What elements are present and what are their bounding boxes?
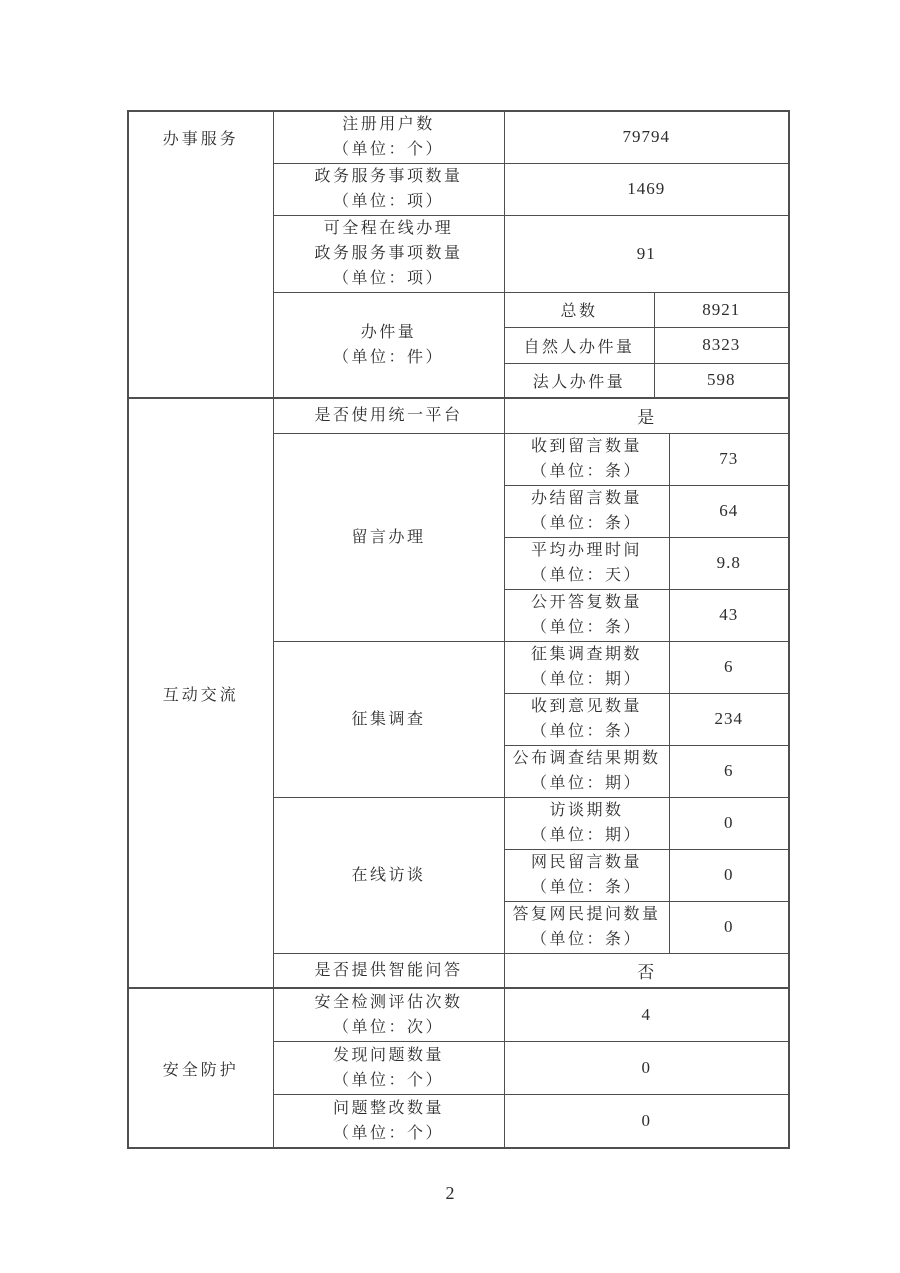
group-label: 安全防护 (162, 1061, 239, 1079)
value-cell (504, 1094, 789, 1148)
value-text: 0 (641, 1057, 651, 1077)
value-text: 43 (719, 605, 739, 624)
value-text: 6 (724, 657, 734, 676)
unit-text: （单位：件） (332, 348, 444, 366)
value-text: 79794 (622, 127, 670, 147)
label-text: 注册用户数 (342, 116, 435, 134)
label-text: 是否使用统一平台 (314, 407, 463, 425)
sublabel-text: 自然人办件量 (523, 338, 635, 356)
sublabel-cell (504, 485, 669, 537)
value-text: 0 (724, 865, 734, 884)
label-cell (273, 953, 504, 988)
value-cell (669, 485, 789, 537)
value-text: 73 (719, 449, 739, 468)
unit-text: （单位：条） (530, 515, 642, 532)
value-cell (669, 433, 789, 485)
label-cell (273, 111, 504, 163)
value-cell (504, 398, 789, 433)
sublabel-text: 答复网民提问数量 (512, 906, 661, 923)
sublabel-text: 公开答复数量 (530, 594, 642, 611)
unit-text: （单位：项） (332, 270, 444, 287)
label-text: 发现问题数量 (332, 1046, 444, 1064)
unit-text: （单位：个） (332, 141, 444, 159)
value-cell (669, 589, 789, 641)
sublabel-text: 法人办件量 (532, 373, 626, 391)
label-cell (273, 433, 504, 641)
label-cell (273, 988, 504, 1041)
value-cell (504, 1041, 789, 1094)
sublabel-text: 收到意见数量 (530, 698, 642, 715)
sublabel-text: 总数 (560, 303, 598, 320)
label-cell (273, 292, 504, 398)
page-number: 2 (445, 1183, 455, 1203)
sublabel-cell (504, 327, 654, 363)
value-text: 91 (636, 243, 656, 263)
value-cell (654, 327, 789, 363)
value-cell (669, 849, 789, 901)
table-row (128, 398, 789, 433)
unit-text: （单位：天） (530, 567, 642, 584)
group-cell-security (128, 988, 273, 1148)
sublabel-text: 公布调查结果期数 (512, 750, 661, 767)
value-text: 6 (724, 761, 734, 780)
unit-text: （单位：个） (332, 1124, 444, 1142)
unit-text: （单位：条） (530, 879, 642, 896)
group-cell-service (128, 111, 273, 398)
label-text: 留言办理 (351, 528, 426, 546)
sublabel-text: 平均办理时间 (530, 542, 642, 559)
sublabel-text: 访谈期数 (549, 802, 624, 819)
annual-report-table (127, 110, 790, 1149)
group-label: 办事服务 (162, 131, 239, 148)
value-text: 0 (641, 1110, 651, 1130)
label-cell (273, 398, 504, 433)
sublabel-text: 收到留言数量 (530, 438, 642, 455)
value-cell (654, 292, 789, 327)
label-cell (273, 1041, 504, 1094)
value-cell (669, 901, 789, 953)
table-row (128, 111, 789, 163)
label-text: 在线访谈 (351, 866, 426, 884)
value-cell (504, 111, 789, 163)
sublabel-text: 征集调查期数 (530, 646, 642, 663)
label-text: 办件量 (360, 323, 417, 341)
group-label: 互动交流 (162, 686, 239, 704)
sublabel-cell (504, 745, 669, 797)
value-text: 8323 (702, 335, 741, 354)
unit-text: （单位：期） (530, 671, 642, 688)
value-cell (504, 163, 789, 215)
value-text: 4 (641, 1004, 651, 1024)
value-cell (669, 693, 789, 745)
value-cell (504, 215, 789, 292)
unit-text: （单位：条） (530, 463, 642, 480)
sublabel-cell (504, 901, 669, 953)
value-text: 0 (724, 917, 734, 936)
sublabel-cell (504, 849, 669, 901)
label-cell (273, 797, 504, 953)
value-text: 1469 (627, 179, 666, 198)
sublabel-cell (504, 589, 669, 641)
label-cell (273, 215, 504, 292)
value-text: 0 (724, 813, 734, 832)
label-text: 政务服务事项数量 (314, 168, 463, 185)
sublabel-text: 网民留言数量 (530, 854, 642, 871)
table-row (128, 988, 789, 1041)
sublabel-cell (504, 641, 669, 693)
label-cell (273, 641, 504, 797)
label-text: 可全程在线办理 (323, 220, 454, 237)
sublabel-text: 办结留言数量 (530, 490, 642, 507)
label-text: 政务服务事项数量 (314, 245, 463, 262)
value-cell (669, 745, 789, 797)
label-text: 问题整改数量 (332, 1099, 444, 1117)
value-text: 64 (719, 501, 739, 520)
value-cell (504, 988, 789, 1041)
value-cell (504, 953, 789, 988)
value-text: 234 (714, 709, 743, 728)
sublabel-cell (504, 363, 654, 398)
sublabel-cell (504, 433, 669, 485)
value-text: 8921 (702, 299, 741, 319)
value-text: 否 (637, 962, 656, 982)
value-cell (654, 363, 789, 398)
value-cell (669, 641, 789, 693)
sublabel-cell (504, 292, 654, 327)
label-cell (273, 163, 504, 215)
unit-text: （单位：次） (332, 1018, 444, 1036)
group-cell-interaction (128, 398, 273, 988)
unit-text: （单位：条） (530, 723, 642, 740)
unit-text: （单位：项） (332, 193, 444, 210)
label-text: 征集调查 (351, 710, 426, 728)
unit-text: （单位：个） (332, 1071, 444, 1089)
label-cell (273, 1094, 504, 1148)
unit-text: （单位：期） (530, 775, 642, 792)
unit-text: （单位：期） (530, 827, 642, 844)
value-text: 是 (637, 408, 656, 428)
label-text: 是否提供智能问答 (314, 961, 463, 979)
unit-text: （单位：条） (530, 619, 642, 636)
unit-text: （单位：条） (530, 931, 642, 948)
sublabel-cell (504, 693, 669, 745)
sublabel-cell (504, 537, 669, 589)
value-cell (669, 797, 789, 849)
value-text: 9.8 (716, 553, 741, 572)
value-cell (669, 537, 789, 589)
value-text: 598 (707, 370, 736, 390)
sublabel-cell (504, 797, 669, 849)
label-text: 安全检测评估次数 (314, 993, 463, 1011)
